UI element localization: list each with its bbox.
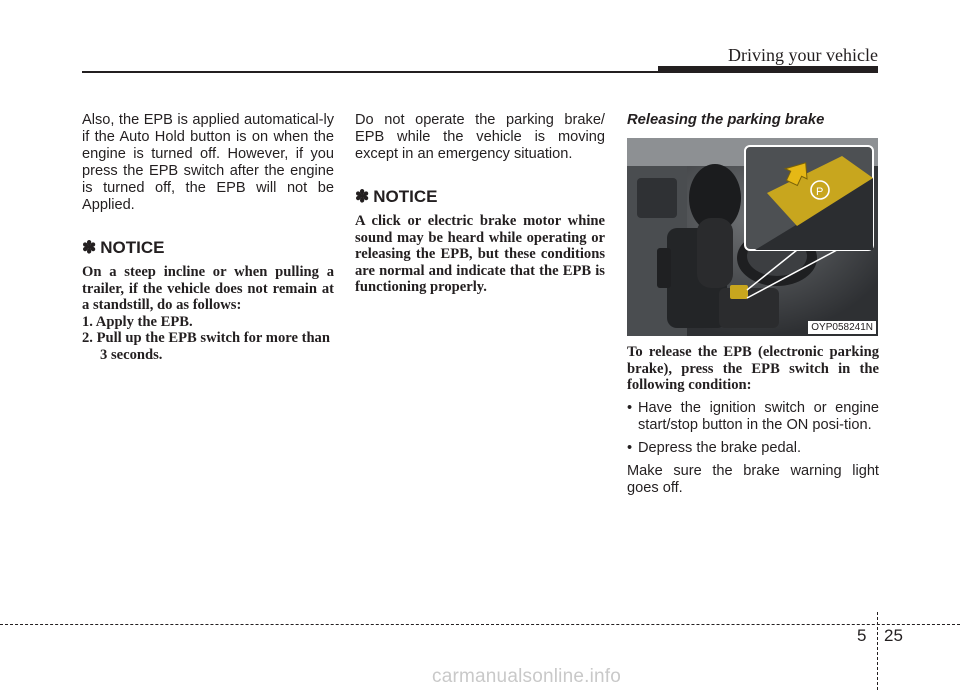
column-1 xyxy=(82,112,334,363)
chapter-number: 5 xyxy=(857,626,867,645)
list-item xyxy=(627,440,879,457)
notice-step-1: 1. Apply the EPB. xyxy=(82,313,193,330)
page-number: 25 xyxy=(884,626,903,645)
bullet-icon: • xyxy=(627,399,633,416)
notice-title: NOTICE xyxy=(373,187,438,206)
notice-text: A click or electric brake motor whine sound may be heard while operating or releasing the EPB, but these conditions are normal and indicate that the EPB is functioning properly. xyxy=(355,213,605,295)
epb-switch-figure xyxy=(627,138,878,336)
footer-divider xyxy=(877,612,878,690)
bullet-icon: • xyxy=(627,439,633,456)
notice-step-2: 2. Pull up the EPB switch for more than 3 seconds. xyxy=(82,330,330,363)
column-2 xyxy=(355,112,605,296)
operation-warning-paragraph: Do not operate the parking brake/ EPB while the vehicle is moving except in an emergency situation. xyxy=(355,112,605,162)
column-3 xyxy=(627,112,879,497)
list-item xyxy=(627,400,879,434)
notice-star-icon: ✽ xyxy=(355,187,370,206)
notice-heading xyxy=(82,238,334,258)
notice-text: On a steep incline or when pulling a trailer, if the vehicle does not remain at a standstill, do as follows: xyxy=(82,264,334,313)
footer-rule xyxy=(0,624,960,625)
center-console-illustration xyxy=(627,138,878,336)
watermark: carmanualsonline.info xyxy=(432,666,622,687)
notice-heading xyxy=(355,187,605,207)
list-item-text: Have the ignition switch or engine start/stop button in the ON posi-tion. xyxy=(638,399,879,433)
release-instruction: To release the EPB (electronic parking brake), press the EPB switch in the following condition: xyxy=(627,344,879,393)
warning-light-paragraph: Make sure the brake warning light goes off. xyxy=(627,462,879,496)
figure-code-label: OYP058241N xyxy=(808,321,876,334)
notice-title: NOTICE xyxy=(100,238,165,257)
section-title: Releasing the parking brake xyxy=(627,112,825,128)
page-header-title: Driving your vehicle xyxy=(728,45,878,65)
header-rule-thick xyxy=(658,66,878,73)
svg-text:P: P xyxy=(816,186,824,198)
auto-hold-paragraph: Also, the EPB is applied automatical-ly if the Auto Hold button is on when the engine is turned off. However, if you press the EPB switch after the engine is turned off, the EPB will not be Applied. xyxy=(82,112,334,213)
header-rule xyxy=(82,71,662,73)
list-item-text: Depress the brake pedal. xyxy=(638,439,802,456)
notice-star-icon: ✽ xyxy=(82,238,97,257)
